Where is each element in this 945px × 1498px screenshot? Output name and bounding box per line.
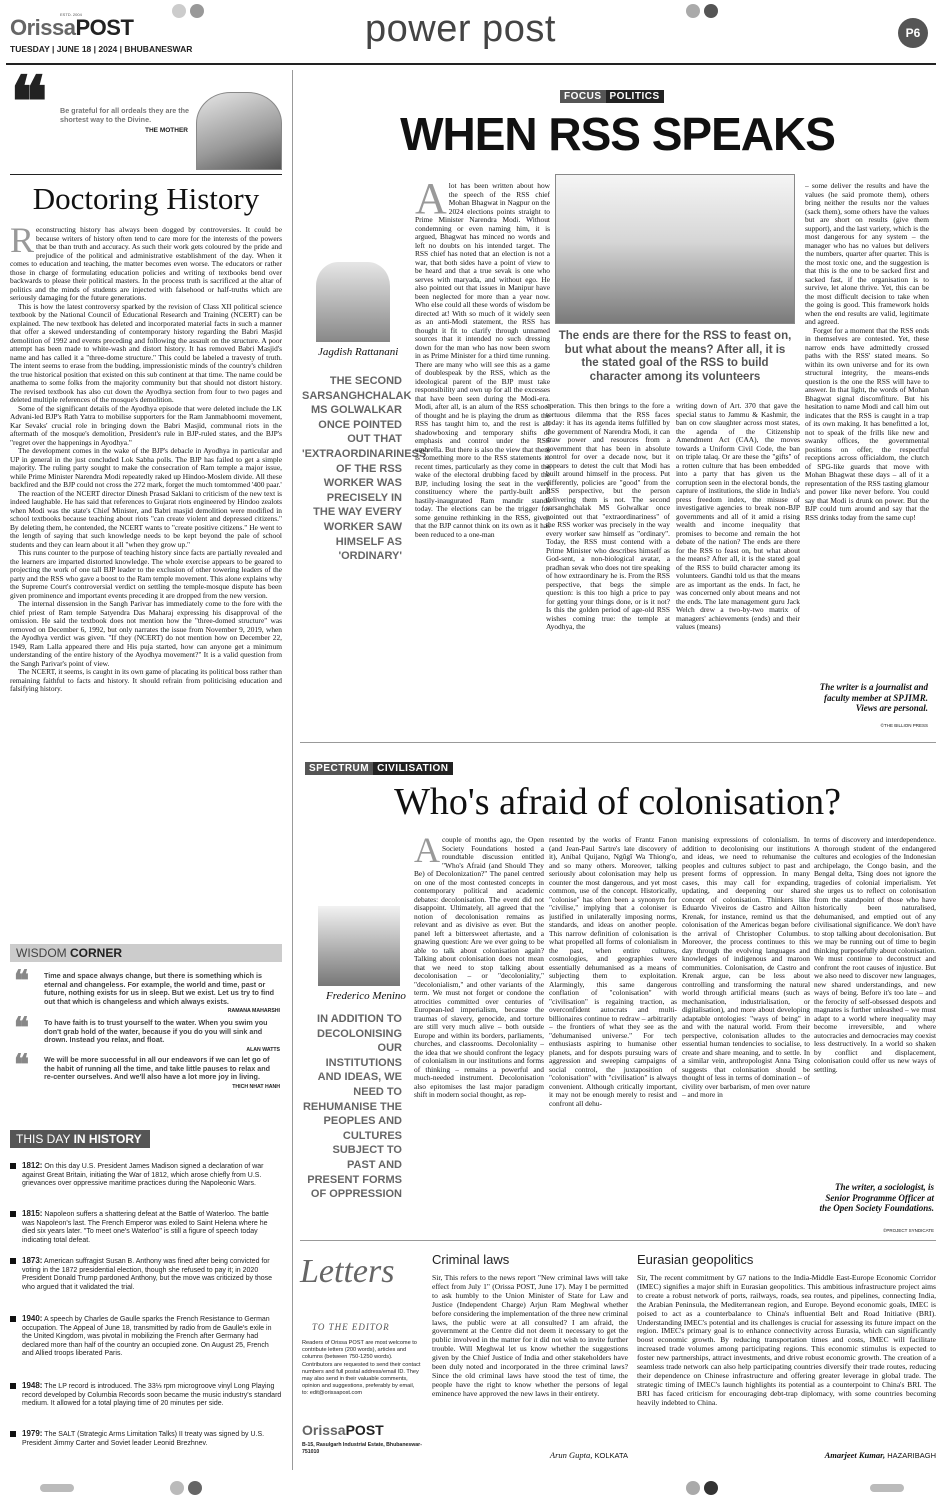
rss-col-4a: – some deliver the results and have the values (he said promote them), others bring neither the results nor the values (sack them), some others have the values but are short on results (give them support), and the last variety, which is the most dangerous for any system – the manager who has no values but delivers the numbers, quarter after quarter. This is the most toxic one, and the suggestion is that this is the one to be sacked first and sacked fast, if the organisation is to survive, let alone thrive. Yet, this can be the most difficult decision to take when the going is good. This framework holds when the end results are valid, legitimate and agreed. xyxy=(805,182,929,326)
rss-photo-caption: The ends are there for the RSS to feast on, but what about the means? After all, it is the stated goal of the RSS to build character among its volunteers xyxy=(558,330,792,383)
logo-post: POST xyxy=(75,15,134,40)
letters-box xyxy=(300,1252,424,1462)
section-title: power post xyxy=(365,8,556,50)
rss-col-2: operation. This then brings to the fore a tortuous dilemma that the RSS faces today: it has its agenda items fulfilled by the government of Narendra Modi, it can draw power and resources from a government that has been in absolute control for over a decade now, but it appears to detest the cult that Modi has built around himself in the process. Put differently, policies are "good" from the RSS perspective, but the person delivering them is not. The second sarsanghchalak MS Golwalkar once pointed out that "extraordinariness" of the RSS worker was precisely in the way every worker saw himself as "ordinary". Today, the RSS must contend with a Prime Minister who describes himself as God-sent, a non-biological avatar, a pradhan sevak who does not tire speaking of how extraordinary he is. From the RSS perspective, that begs the simple question: is this too high a price to pay for getting your things done, or is it not? Is this the golden period of age-old RSS wishes coming true: the temple at Ayodhya, the xyxy=(546,402,670,631)
letters-info: Readers of Orissa POST are most welcome to contribute letters (200 words), articles and columns (between 750-1250 words). Contributors are requested to send their contact numbers and full postal address/email ID. They may also send in their valuable comments, opinion and suggestions, preferably by email, to: edit@orissapost.com xyxy=(302,1340,421,1397)
the-mother-photo xyxy=(196,92,282,170)
colonisation-credit: ©PROJECT SYNDICATE xyxy=(883,1228,934,1233)
history-item xyxy=(10,1162,282,1189)
colonisation-tags xyxy=(305,758,453,776)
history-text: The LP record is introduced. The 33⅓ rpm microgroove vinyl Long Playing record developed by Columbia Records soon became the music industry's standard medium. It allowed for a total playing time of 20 minutes per side. xyxy=(22,1383,282,1408)
wisdom-author: RAMANA MAHARSHI xyxy=(227,1008,280,1015)
quote-mark-icon: ❝ xyxy=(14,966,30,997)
letter-sign xyxy=(432,1450,628,1460)
history-text: American suffragist Susan B. Anthony was fined after being convicted for voting in the 1872 presidential election, though she refused to pay it; in 2020 President Donald Trump pardoned Anthony, but the move was criticized by those who argued that it validated the trial. xyxy=(22,1258,273,1291)
doctoring-p8: The NCERT, it seems, is caught in its own game of placating its political boss rather than remaining faithful to facts and history. It should refrain from politicising education and falsifying history. xyxy=(10,667,282,693)
bullet-icon xyxy=(10,1431,16,1437)
masthead-rule xyxy=(6,63,936,65)
page-number: P6 xyxy=(898,18,928,48)
rss-col-1 xyxy=(415,182,550,730)
doctoring-history-title: Doctoring History xyxy=(32,181,260,216)
logo xyxy=(10,16,133,40)
dropcap: R xyxy=(10,226,35,260)
rss-byline: Jagdish Rattanani xyxy=(318,346,399,358)
section-rule xyxy=(300,742,936,743)
history-heading-b: IN HISTORY xyxy=(73,1132,142,1146)
wisdom-author: THICH NHAT HANH xyxy=(232,1083,280,1090)
history-year: 1815: xyxy=(22,1209,43,1218)
colonisation-headline: Who's afraid of colonisation? xyxy=(394,781,841,823)
tag-spectrum: SPECTRUM xyxy=(305,762,373,775)
history-item xyxy=(10,1382,282,1409)
doctoring-p4: The development comes in the wake of the BJP's debacle in Ayodhya in particular and UP in general in the just concluded Lok Sabha polls. The BJP has failed to get a simple majority. The ruling party sought to make the consecration of Ram temple a major issue, while Prime Minister Narendra Modi repeatedly raked up Hindoo-Moslem divide. All these backfired and the BJP could not cross the 272 mark, forget the much tomtommed '400 paar.' xyxy=(10,446,282,489)
history-item xyxy=(10,1210,282,1245)
doctoring-p1 xyxy=(10,226,282,303)
colonisation-pullquote: IN ADDITION TO DECOLONISING OUR INSTITUTIONS AND IDEAS, WE NEED TO REHUMANISE THE PEOPLES AND CULTURES SUBJECT TO PAST AND PRESENT FORMS OF OPPRESSION xyxy=(302,1013,402,1201)
letters-address: B-15, Rasulgarh Industrial Estate, Bhubaneswar-751010 xyxy=(302,1442,422,1455)
letters-logo xyxy=(302,1422,384,1438)
rss-col-4 xyxy=(805,182,929,670)
doctoring-p5: The reaction of the NCERT director Dinesh Prasad Saklani to criticism of the new text is indeed laughable. He has said that references to Gujarat riots engineered by Hindoo zealots when Modi was the state's Chief Minister, and Babri masjid demolition were modified in school textbooks because teaching about riots "can create violent and depressed citizens." By deleting them, he contended, the NCERT wants to "create positive citizens." He went to the length of saying that such knowledge needs to be kept beyond the pale of school students and they can learn about it all "when they grow up." xyxy=(10,488,282,549)
logo-orissa: Orissa xyxy=(10,15,76,40)
wisdom-text: To have faith is to trust yourself to the water. When you swim you don't grab hold of the water, because if you do you will sink and drown. Instead you relax, and float. xyxy=(44,1018,268,1045)
quote-mark-icon: ❝ xyxy=(10,65,48,142)
colonisation-col-1-text: couple of months ago, the Open Society Foundations hosted a roundtable discussion entitled "Who's Afraid (and Should They Be) of Decolonization?" The panel centred on one of the most contested concepts in contemporary political and academic debates: decolonisation. The event did not disappoint. Ultimately, all agreed that the notion of decolonisation remains as relevant and as divisive as ever. But the panel left a bittersweet aftertaste, and a gnawing question: Are we ever going to be able to talk about colonisation again? Talking about colonisation does not mean that we need to stop talking about decolonisation – or "decoloniality," "decolonialism," and other variants of the term. We must not forget or condone the atrocities committed over centuries of European-led imperialism, because the traumas of slavery, genocide, and torture are still very much alive – both outside Europe and within its borders, parliaments, churches, and classrooms. Decoloniality – the idea that we should confront the legacy of colonialism in our institutions and forms of thinking – remains a powerful and much-needed instrument. Decolonisation also epitomises the last major paradigm shift in modern social thought, as rep- xyxy=(414,836,544,1099)
author-photo-jagdish xyxy=(316,262,390,342)
history-text: The SALT (Strategic Arms Limitation Talks) II treaty was signed by U.S. President Jimmy Carter and Soviet leader Leonid Brezhnev. xyxy=(22,1431,265,1447)
tag-civilisation: CIVILISATION xyxy=(373,762,452,775)
history-year: 1940: xyxy=(22,1314,43,1323)
letter-criminal-laws xyxy=(432,1252,628,1462)
quote-mark-icon: ❝ xyxy=(14,1050,30,1081)
quote-rule xyxy=(10,174,282,175)
letter-sign xyxy=(637,1450,936,1460)
wisdom-item xyxy=(14,1050,280,1090)
history-year: 1979: xyxy=(22,1429,43,1438)
history-item xyxy=(10,1315,282,1359)
quote-mark-icon: ❝ xyxy=(14,1013,30,1044)
letter-body: Sir, The recent commitment by G7 nations to the India-Middle East-Europe Economic Corridor (IMEC) signifies a major shift in Eurasian geopolitics. This ambitious infrastructure project aims to create a robust network of ports, railways, roads, sea routes, and pipelines, connecting India, the Arabian Peninsula, the Mediterranean region, and Europe. Beyond economic goals, IMEC is poised to act as a counterbalance to China's influential Belt and Road Initiative (BRI). Understanding IMEC's potential and its challenges is crucial for assessing its future impact on the region. IMEC's primary goal is to enhance connectivity across Eurasia, which can significantly boost economic growth. By reducing transportation times and costs, IMEC will facilitate increased trade volumes among participating regions. This economic stimulus is expected to foster new partnerships, attract investments, and drive robust economic growth. The creation of a seamless trade network can also help participating countries diversify their trade routes, reducing their dependence on Chinese infrastructure and offering greater leverage in global trade. The strategic timing of IMEC's launch highlights its potential as a counterpoint to China's BRI. The BRI has faced criticism for encouraging debt-trap diplomacy, with some countries becoming heavily indebted to China. xyxy=(637,1274,936,1407)
letter-place: KOLKATA xyxy=(594,1451,628,1460)
dropcap: A xyxy=(414,836,440,870)
registration-mark-bottom-a xyxy=(170,1481,184,1495)
letter-place: HAZARIBAGH xyxy=(887,1451,936,1460)
masthead xyxy=(10,8,935,60)
letters-logo-orissa: Orissa xyxy=(302,1422,346,1438)
letter-heading: Eurasian geopolitics xyxy=(637,1252,754,1267)
rss-tags xyxy=(560,86,664,104)
colonisation-col-1 xyxy=(414,836,544,1232)
rss-pullquote: THE SECOND SARSANGHCHALAK MS GOLWALKAR ONCE POINTED OUT THAT 'EXTRAORDINARINESS' OF THE RSS WORKER WAS PRECISELY IN THE WAY EVERY WORKER SAW HIMSELF AS 'ORDINARY' xyxy=(302,375,429,563)
bullet-icon xyxy=(10,1383,16,1389)
doctoring-p7: The internal dissension in the Sangh Parivar has immediately come to the fore with the chief priest of Ram temple Satyendra Das Maharaj expressing his disapproval of the omission. He said the textbook does not mention how the "three-domed structure" was removed on December 6, 1992, but only narrates the issue from November 9, 2019, when the Ayodhya verdict was given. "If they (NCERT) do not mention how on December 22, 1949, Ram Lalla appeared there and His puja started, how can anyone get a minimum understanding of the entire history of the Ayodhya movement?" It is a valid question from the Sangh Parivar's point of view. xyxy=(10,599,282,668)
history-text: Napoleon suffers a shattering defeat at the Battle of Waterloo. The battle was Napoleon's last. The French Emperor was exiled to Saint Helena where he died six years later. "To meet one's Waterloo" is still a figure of speech today indicating total defeat. xyxy=(22,1211,269,1244)
registration-bar-bottom-left xyxy=(40,1484,74,1492)
letters-rule xyxy=(300,1240,936,1241)
history-item xyxy=(10,1257,282,1292)
colonisation-byline: Frederico Menino xyxy=(326,990,406,1002)
bullet-icon xyxy=(10,1258,16,1264)
quote-text: Be grateful for all ordeals they are the shortest way to the Divine. xyxy=(60,106,190,124)
doctoring-history-body xyxy=(10,226,282,902)
letter-signatory: Arun Gupta, xyxy=(549,1450,593,1460)
history-text: A speech by Charles de Gaulle sparks the French Resistance to German occupation. The Appeal of June 18, transmitted by radio from de Gaulle's exile in the United Kingdom, was pivotal in mobilizing the French after Germany had declared more than half of the country an occupied zone. On August 25, French and Allied troops liberated Paris. xyxy=(22,1316,272,1358)
registration-mark-bottom-b xyxy=(188,1481,202,1495)
wisdom-item xyxy=(14,966,280,1015)
history-item xyxy=(10,1430,282,1448)
registration-mark-bottom-c xyxy=(686,1481,700,1495)
rss-col-4b: Forget for a moment that the RSS ends in themselves are contested. Yet, these narrow ends have admittedly crossed paths with the RSS' stated means. So within its own universe and for its own structural integrity, the means-ends question is the one the RSS will have to answer. In that light, the words of Mohan Bhagwat signal discomfiture. But his hesitation to name Modi and call him out indicates that the RSS is caught in a trap of its own making. It has benefitted a lot, not to speak of the frills like new and swanky offices, the governmental positions on offer, the respectful receptions across officialdom, the clutch of SPG-like guards that move with Mohan Bhagwat these days – all of it a representation of the RSS tasting glamour and power like never before. You could say that Modi is drunk on power. But the BJP could turn around and say that the RSS drinks today from the same cup! xyxy=(805,325,929,522)
rss-col-1-text: lot has been written about how the speech of the RSS chief Mohan Bhagwat in Nagpur on the 2024 elections points straight to Prime Minister Narendra Modi. Without condemning or even naming him, it is argued, Bhagwat has minced no words and left no doubts on his intended target. The RSS chief has noted that an election is not a war, that both sides have a point of view to be heard and that a true sevak is one who serves with maryada, and without ego. He also pointed out that issues in Manipur have been neglected for more than a year now. Who else could all these words of wisdom be directed at! With so much of it widely seen as an anti-Modi statement, the RSS has thought it fit to clarify through unnamed sources that it intended no such dressing down for the man who has now been sworn in as Prime Minister for a third time running. There are many who will see this as a game of doublespeak by the RSS, which as the ideological parent of the BJP must take responsibility and own up for all the excesses that have been seen during the Modi-era. Modi, after all, is an alum of the RSS school of thought and he is playing the drum as the RSS has taught him to, and the rest is all shadowboxing and temporary shifts of emphasis and control under the RSS umbrella. But there is also the view that there is something more to the RSS statements in recent times, particularly as they come in the wake of the electoral drubbing faced by the BJP, including losing the seat in the very constituency where the partly-built and hastily-inaugurated Ram mandir stands today. The elections can be the trigger for some genuine rethinking in the RSS, given that the BJP cannot think on its own as it has been reduced to a one-man xyxy=(415,182,550,539)
quote-author: THE MOTHER xyxy=(145,127,188,134)
dateline: TUESDAY | JUNE 18 | 2024 | BHUBANESWAR xyxy=(10,44,193,54)
history-heading-a: THIS DAY xyxy=(16,1132,71,1146)
column-divider xyxy=(292,70,293,1470)
bullet-icon xyxy=(10,1316,16,1322)
letters-title: Letters xyxy=(300,1253,395,1290)
wisdom-item xyxy=(14,1013,280,1053)
tag-focus: FOCUS xyxy=(560,90,606,103)
wisdom-corner xyxy=(10,944,282,1104)
quote-box xyxy=(10,65,282,170)
mohan-bhagwat-photo xyxy=(555,174,795,324)
colonisation-col-3: manising expressions of colonialism. In addition to decolonising our institutions and ideas, we need to rehumanise the peoples and cultures subject to past and present forms of oppression. In many cases, this may call for expanding, updating, and deepening our shared concept of colonisation. Thinkers like Eduardo Viveiros de Castro and Ailton Krenak, for instance, remind us that the colonisation of the Americas began before the arrival of Christopher Columbus. Moreover, the process continues to this day through the evolving languages and knowledges of indigenous and maroon communities. Colonisation, de Castro and Krenak argue, can be less about controlling and transforming the natural world through artificial means (such as mechanisation, industrialisation, or digitalisation), and more about developing adaptable ontologies: "ways of being" in and with the natural world. From their perspective, colonisation alludes to the essential human tendencies to socialise, to create and share meaning, and to settle. In a similar vein, anthropologist Anna Tsing suggests that colonisation should be thought of less in terms of domination – of civility over barbarism, of men over nature – and more in xyxy=(682,836,810,1099)
rss-writer-note: The writer is a journalist and faculty member at SPJIMR. Views are personal. xyxy=(819,682,928,713)
wisdom-heading-b: CORNER xyxy=(70,946,123,960)
colonisation-col-4: terms of discovery and interdependence. A thorough student of the endangered cultures and ecologies of the Indonesian archipelago, the Congo basin, and the Bengal delta, Tsing does not ignore the tragedies of colonial imperialism. Yet she urges us to reflect on colonisation from the standpoint of those who have historically been naturalised, dehumanised, and emptied out of any civilisational significance. We don't have to stop talking about decolonisation. But we may be running out of time to begin thinking purposefully about colonisation. We must continue to deconstruct and confront the root causes of injustice. But we also need to discover new languages, new shared understandings, and new ways of being. Before it's too late – and the ferocity of self-obsessed despots and magnates is further unleashed – we must adapt to a world where inequality may become irreversible, and where autocracies and democracies may coexist less destructively. In a world so shaken by conflict and displacement, colonisation could offer us new ways of settling. xyxy=(814,836,936,1074)
colonisation-writer-note: The writer, a sociologist, is Senior Programme Officer at the Open Society Foundations. xyxy=(819,1182,934,1213)
wisdom-text: We will be more successful in all our endeavors if we can let go of the habit of running all the time, and take little pauses to relax and re-center ourselves. And we'll also have a lot more joy in living. xyxy=(44,1055,271,1082)
letter-signatory: Amarjeet Kumar, xyxy=(824,1450,886,1460)
doctoring-p1-text: econstructing history has always been dogged by controversies. It could be because writers of history often tend to care more for the interests of the powers that be than truth and accuracy. As such their work gets coloured by the pride and prejudice of the political and administrative establishment of the day. When it comes to education and teaching, the matter becomes even worse. The educators or rather those in charge of formulating education policies and writing of textbooks bend over backwards to please their political masters. In the process truth is sacrificed at the altar of politics and the minds of students are injected with falsehood or half-truths which are seriously damaging for the future generations. xyxy=(10,226,282,302)
letters-subtitle: TO THE EDITOR xyxy=(312,1322,390,1332)
dropcap: A xyxy=(415,182,447,223)
wisdom-heading-a: WISDOM xyxy=(16,946,67,960)
rss-col-3: writing down of Art. 370 that gave the special status to Jammu & Kashmir, the ban on cow slaughter across most states, the agenda of the Citizenship Amendment Act (CAA), the moves towards a Uniform Civil Code, the ban on triple talaq. Or are these the "gifts" of a rotten culture that has been embedded into a party that has given us the corruption seen in the electoral bonds, the capture of institutions, the slide in India's press freedom index, the misuse of investigative agencies to break non-BJP governments and all of it amid a rising wealth and income inequality that promises to become and remain the hot debate of the nation? The ends are there for the RSS to feast on, but what about the means? After all, it is the stated goal of the RSS to build character among its volunteers. Gandhi told us that the means are as important as the ends. In fact, he was concerned only about means and not the ends. The late management guru Jack Welch drew a two-by-two matrix of managers' achievements (ends) and their values (means) xyxy=(676,402,800,631)
colonisation-col-2: resented by the works of Frantz Fanon (and Jean-Paul Sartre's late discovery of it), Aníbal Quijano, Ngũgĩ Wa Thiong'o, and so many others. Moreover, talking seriously about colonisation may help us counter the most dangerous, and yet most common, use of the concept. Historically, "colonise" has often been a synonym for "civilise," implying that a coloniser is justified in unilaterally imposing norms, standards, and ideas on another people. This narrow definition of colonisation is what propelled all forms of colonialism in the past, when entire cultures, cosmologies, and geographies were essentially dehumanised as a means of subjecting them to exploitation. Alarmingly, this same dangerous conflation of "colonisation" with "civilisation" is regaining traction, as overconfident autocrats and multi-billionaires continue to redraw – arbitrarily – the frontiers of what they see as the "dehumanised universe." For tech enthusiasts aspiring to humanise other planets, and for despots pursuing wars of aggression and sweeping campaigns of social control, the juxtaposition of "colonisation" with "civilisation" is always convenient. Although critically important, it may not be enough merely to resist and confront all dehu- xyxy=(549,836,677,1108)
bullet-icon xyxy=(10,1211,16,1217)
letter-heading: Criminal laws xyxy=(432,1252,510,1267)
history-year: 1812: xyxy=(22,1161,43,1170)
logo-tagline: ESTD. 2004 xyxy=(60,12,82,17)
rss-credit: ©THE BILLION PRESS xyxy=(880,723,928,728)
wisdom-author: ALAN WATTS xyxy=(246,1046,280,1053)
wisdom-heading xyxy=(10,944,282,962)
doctoring-p3: Some of the significant details of the Ayodhya episode that were deleted include the LK Advani-led BJP's Rath Yatra to mobilise supporters for the Ram Janmabhoomi movement, Kar Sevaks' crucial role in bringing down the Babri Masjid, communal riots in the aftermath of the mosque's demolition, President's rule in BJP-ruled states, and the BJP's "regret over the happenings in Ayodhya." xyxy=(10,403,282,447)
history-year: 1948: xyxy=(22,1381,43,1390)
bullet-icon xyxy=(10,1163,16,1169)
wisdom-text: Time and space always change, but there is something which is eternal and changeless. For example, the world and time, past or future, nothing exists for us in sleep. But we exist. Let us try to find out that which is changeless and which always exists. xyxy=(44,971,275,1006)
tag-politics: POLITICS xyxy=(606,90,664,103)
history-text: On this day U.S. President James Madison signed a declaration of war against Great Britain, initiating the War of 1812, which arose chiefly from U.S. grievances over oppressive maritime practices during the Napoleonic Wars. xyxy=(22,1163,264,1188)
letters-logo-post: POST xyxy=(345,1422,384,1438)
doctoring-p2: This is how the latest controversy sparked by the revision of Class XII political science textbook by the National Council of Educational Research and Training (NCERT) can be explained. The new textbook has deleted and incorporated material facts in such a manner that offer a skewed understanding of contemporary history regarding the Babri Masjid demolition of 1992 and events preceding and following the assault on the structure. A poor attempt has been made to white-wash and distort history. It has removed Babri Masjid's name and has called it a "three-dome structure." This could be labeled a travesty of truth. The intent seems to erase from the budding, impressionistic minds of the country's children the true historical position that existed on this sub continent at that time. The name could be anathema to some folks from the majority community but that should not distort history. The revised textbook has also cut down the Ayodhya section from four to two pages and deleted multiple references of the mosque's demolition. xyxy=(10,301,282,404)
history-year: 1873: xyxy=(22,1256,43,1265)
history-heading xyxy=(10,1130,150,1148)
rss-headline: WHEN RSS SPEAKS xyxy=(400,108,835,160)
letter-body: Sir, This refers to the news report "New criminal laws will take effect from July 1" (Orissa POST, June 17). May I be permitted to ask humbly to the Union Minister of State for Law and Justice (Independent Charge) Arjun Ram Meghwal whether before considering the implementation of the three new criminal laws, the public were at all consulted? I am afraid, the government at the Centre did not deem it necessary to get the public involved in the matter for it did not wish to invite further trouble. Will Meghwal let us know whether the suggestions given by the Chief Justice of India and other stakeholders have been duly noted and incorporated in the three criminal laws? Since the old criminal laws have stood the test of time, the people have the right to know whether the persons of legal eminence have approved the new laws in their entirety. xyxy=(432,1274,628,1398)
author-photo-frederico xyxy=(318,906,400,986)
registration-mark-bottom-d xyxy=(704,1481,718,1495)
doctoring-p6: This runs counter to the purpose of teaching history since facts are partially revealed and the learners are imparted distorted knowledge. The whole exercise appears to be geared to projecting the work of one tall BJP leader to the exclusion of other towering leaders of the party and the RSS who gave a boost to the Ram temple movement. This alone explains why the Supreme Court's controversial verdict on settling the temple-mosque dispute has been given prominence and important events preceding it are dropped from the new version. xyxy=(10,548,282,600)
letter-eurasian-geopolitics xyxy=(637,1252,936,1462)
registration-bar-bottom-right xyxy=(870,1484,904,1492)
